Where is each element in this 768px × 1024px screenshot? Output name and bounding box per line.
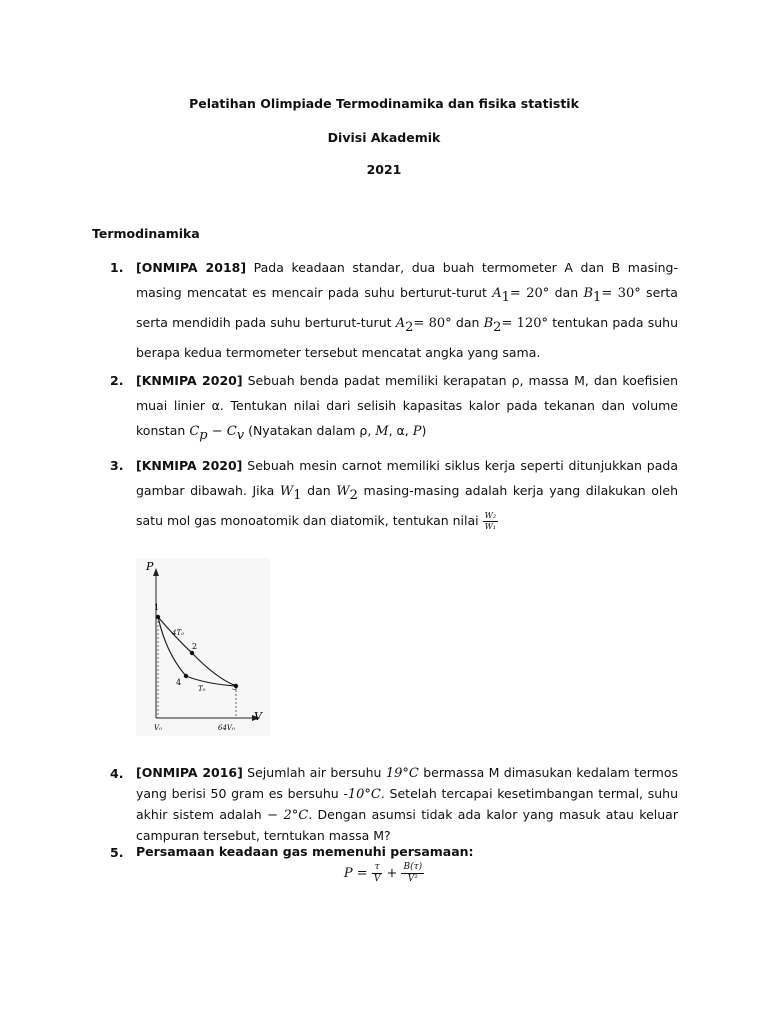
eq-fraction-2-top: B(τ): [403, 862, 423, 872]
var-a1: A: [492, 286, 502, 301]
problem-3-and: dan: [301, 483, 337, 498]
var-b2: B: [483, 316, 494, 331]
var-cv-sub: v: [236, 428, 245, 443]
point-1: [156, 615, 160, 619]
problem-1-text-a: Pada keadaan standar, dua buah termometer A dan B masing-masing mencatat es mencair pada suhu berturut-turut: [136, 260, 678, 300]
carnot-cycle-figure: [136, 558, 270, 736]
var-w1: W: [279, 484, 294, 499]
problem-4-tag: [ONMIPA 2016]: [136, 765, 243, 780]
problem-3-text-b: masing-masing adalah kerja yang dilakukan oleh satu mol gas monoatomik dan diatomik, tentukan nilai: [136, 483, 679, 528]
problem-3-tag: [KNMIPA 2020]: [136, 458, 243, 473]
work-ratio-numerator: W₂: [484, 511, 497, 520]
problem-2-minus: −: [207, 424, 227, 439]
var-b1-val: = 30°: [601, 286, 641, 301]
point-4: [184, 674, 188, 678]
var-b2-val: = 120°: [501, 316, 548, 331]
problem-4-text-a: Sejumlah air bersuhu: [242, 765, 386, 780]
pv-diagram: [136, 558, 270, 736]
problem-1: [136, 255, 678, 365]
problem-2-text-a: Sebuah benda padat memiliki kerapatan ρ, massa M, dan koefisien muai linier α. Tentukan nilai dari selisih kapasitas kalor pada tekanan dan volume konstan: [136, 373, 679, 438]
eq-fraction-1-top: τ: [372, 862, 383, 874]
p-axis-arrow: [153, 568, 159, 576]
document-division: Divisi Akademik: [327, 130, 441, 145]
eq-fraction-1-bottom: V: [373, 874, 381, 884]
label-v0: V₀: [154, 724, 162, 732]
var-w2-sub: 2: [349, 488, 358, 503]
problem-2-text-d: ): [421, 423, 427, 438]
isotherm-lower: [158, 617, 236, 686]
label-point-2: 2: [192, 642, 198, 651]
eq-plus: +: [382, 866, 402, 881]
var-b1: B: [583, 286, 594, 301]
problem-4-number: 4.: [110, 766, 124, 781]
problem-2-text-c: , α,: [388, 423, 413, 438]
problem-5: [136, 842, 678, 862]
problem-2-number: 2.: [110, 373, 124, 388]
label-4t0: 4T₀: [172, 629, 184, 637]
var-a1-sub: 1: [501, 290, 510, 305]
problem-4-text-d: . Dengan asumsi tidak ada kalor yang masuk atau keluar campuran tersebut, terntukan massa M?: [136, 807, 678, 843]
document-year: 2021: [366, 162, 402, 177]
problem-4-text-b: bermassa M dimasukan kedalam termos yang berisi 50 gram es bersuhu -: [136, 765, 679, 801]
work-ratio-fraction: [483, 511, 498, 532]
label-t0: T₀: [198, 685, 206, 693]
label-point-1: 1: [154, 603, 160, 612]
problem-4: [136, 763, 678, 846]
var-w2: W: [336, 484, 350, 499]
var-w1-sub: 1: [293, 488, 302, 503]
eq-fraction-2-bottom: V²: [407, 874, 418, 884]
problem-1-number: 1.: [110, 260, 124, 275]
var-a2-val: = 80°: [413, 316, 452, 331]
var-m: M: [375, 424, 389, 439]
problem-2-text-b: (Nyatakan dalam ρ,: [244, 423, 376, 438]
var-a1-val: = 20°: [509, 286, 550, 301]
axis-p-label: P: [146, 560, 154, 573]
temp-19c: 19°C: [385, 766, 419, 781]
temp-2c: − 2°C: [267, 808, 309, 823]
var-cp-sub: p: [199, 428, 208, 443]
temp-10c: 10°C: [347, 787, 381, 802]
problem-1-and-2: dan: [451, 315, 484, 330]
problem-1-text-b: serta serta mendidih pada suhu berturut-turut: [136, 285, 678, 330]
problem-2: [136, 368, 678, 448]
problem-5-number: 5.: [110, 845, 124, 860]
eq-fraction-1: [372, 862, 383, 885]
var-cv: C: [226, 424, 237, 439]
problem-1-and: dan: [549, 285, 584, 300]
problem-1-tag: [ONMIPA 2018]: [136, 260, 247, 275]
label-point-3: 3: [232, 683, 238, 692]
var-b2-sub: 2: [493, 320, 502, 335]
problem-3-text-a: Sebuah mesin carnot memiliki siklus kerja seperti ditunjukkan pada gambar dibawah. Jika: [136, 458, 678, 498]
axis-v-label: V: [254, 710, 262, 723]
eq-equals: =: [352, 866, 372, 881]
eq-lhs: P: [343, 866, 353, 881]
var-cp: C: [189, 424, 200, 439]
var-p: P: [412, 424, 422, 439]
problem-2-tag: [KNMIPA 2020]: [136, 373, 243, 388]
problem-3-number: 3.: [110, 458, 124, 473]
label-point-4: 4: [176, 678, 182, 687]
problem-3: [136, 453, 678, 533]
problem-1-text-c: tentukan pada suhu berapa kedua termometer tersebut mencatat angka yang sama.: [136, 315, 678, 360]
problem-5-text: Persamaan keadaan gas memenuhi persamaan:: [136, 844, 474, 859]
eq-fraction-2: [401, 862, 424, 885]
problem-4-text-c: . Setelah tercapai kesetimbangan termal, suhu akhir sistem adalah: [136, 786, 678, 822]
var-b1-sub: 1: [593, 290, 602, 305]
document-title: Pelatihan Olimpiade Termodinamika dan fisika statistik: [189, 96, 579, 111]
work-ratio-denominator: W₁: [484, 522, 497, 531]
var-a2: A: [395, 316, 406, 331]
point-2: [190, 651, 194, 655]
var-a2-sub: 2: [405, 320, 414, 335]
section-title: Termodinamika: [92, 226, 200, 241]
equation-of-state: [0, 862, 768, 885]
label-64v0: 64V₀: [218, 724, 235, 732]
